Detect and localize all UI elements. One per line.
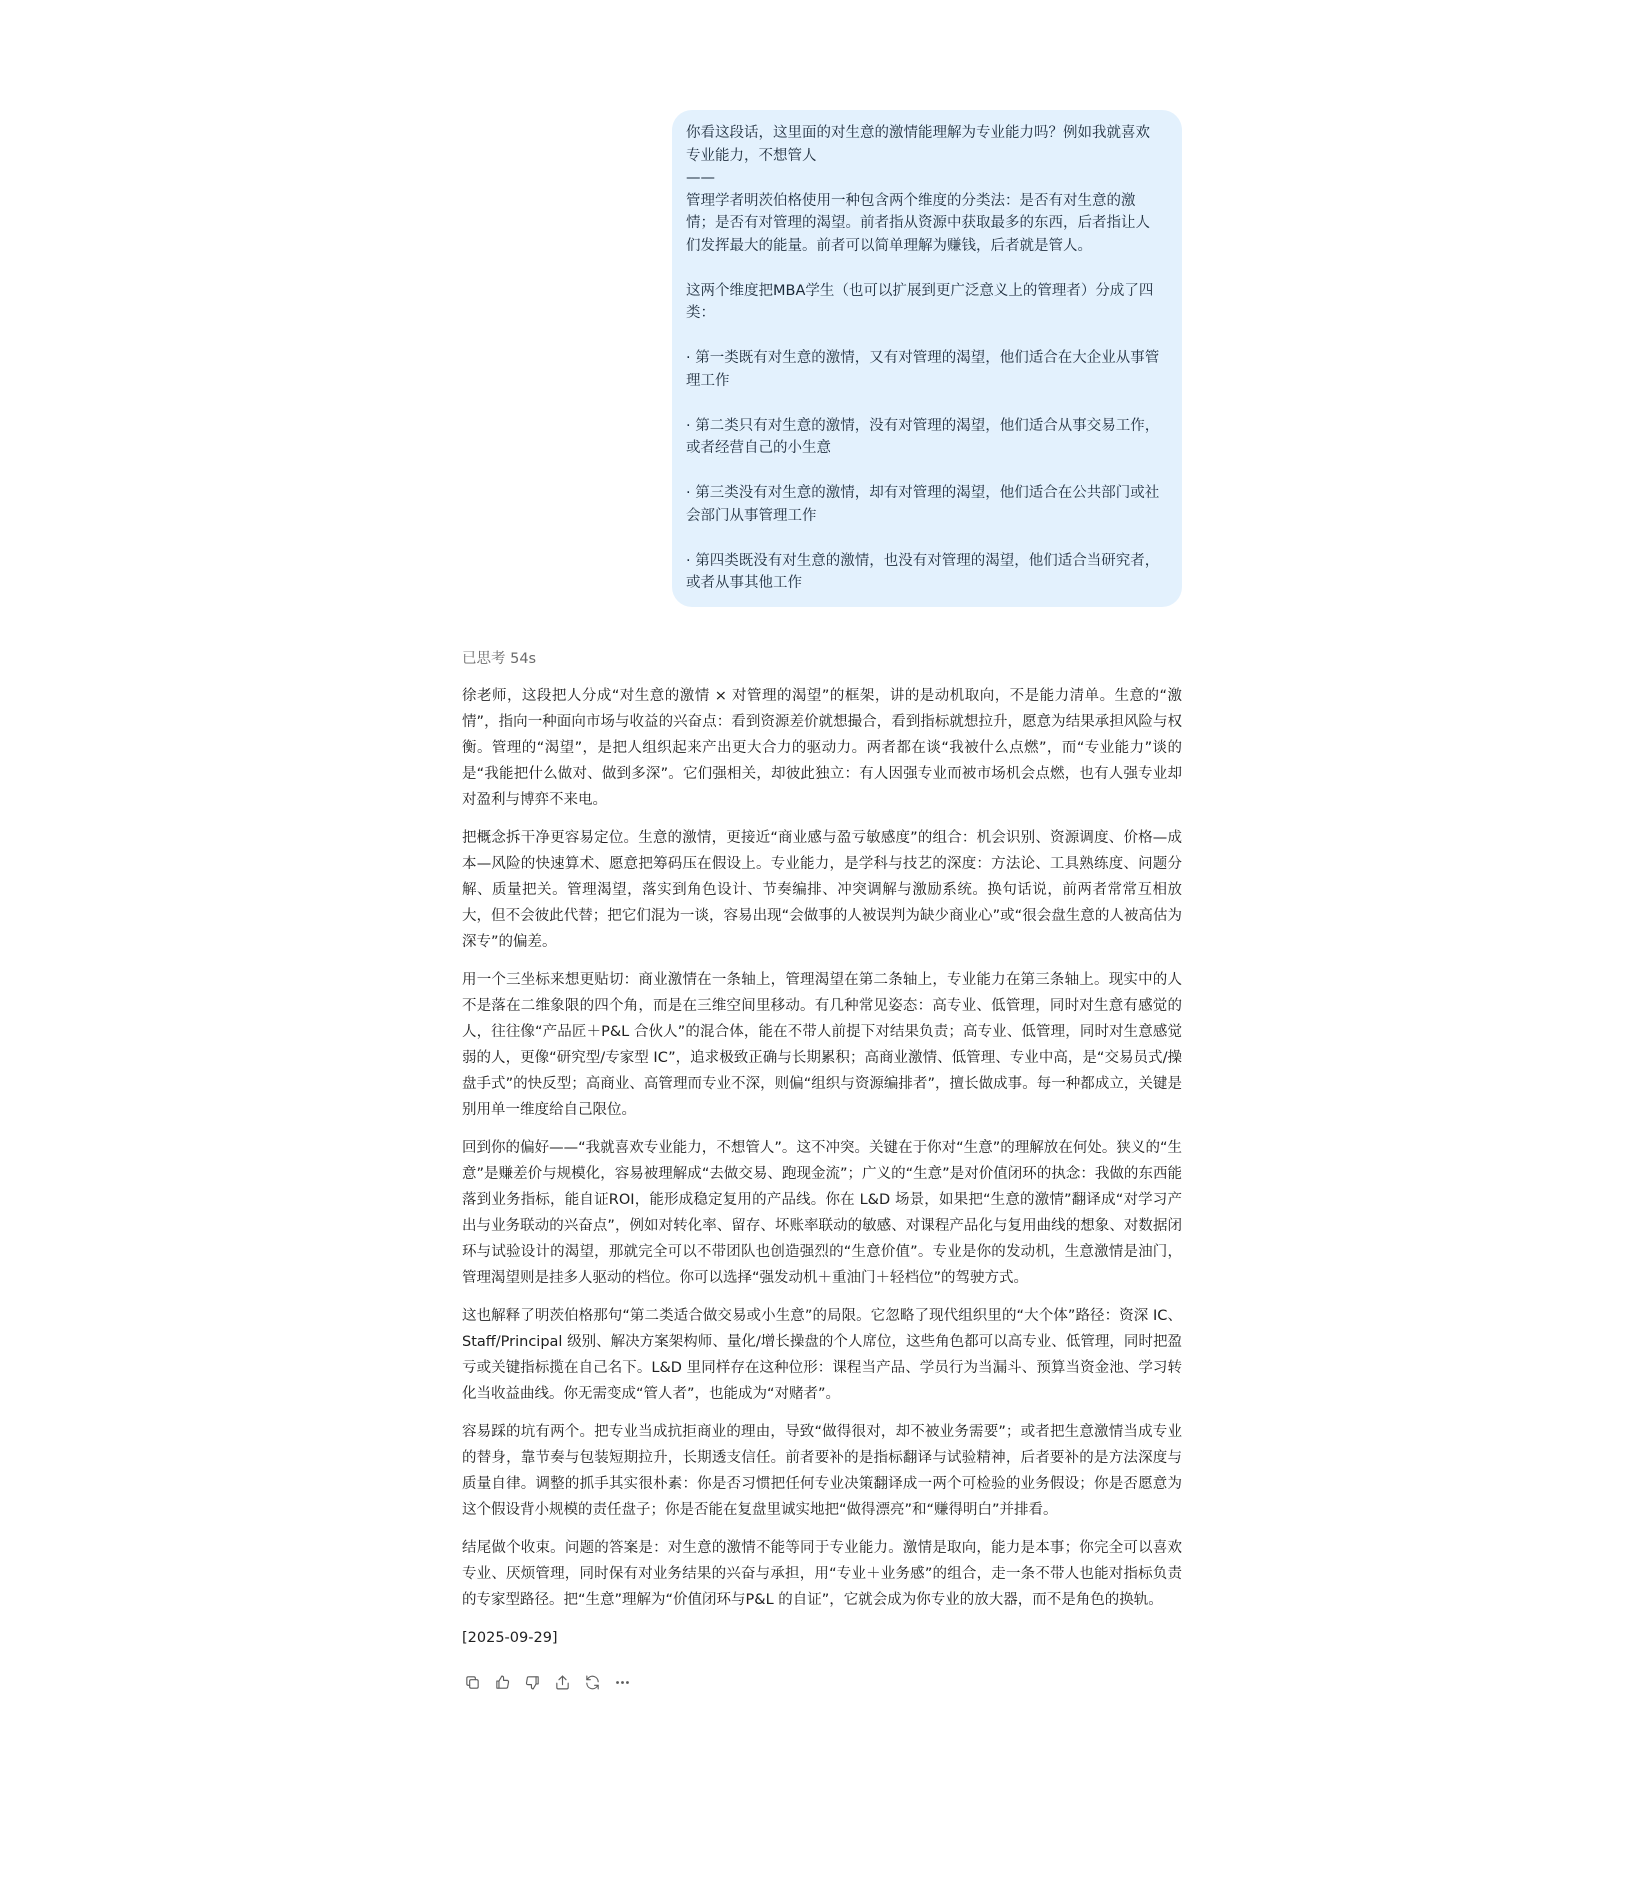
regenerate-button[interactable] <box>582 1673 602 1693</box>
regenerate-icon <box>584 1674 601 1691</box>
user-message-paragraph: · 第二类只有对生意的激情，没有对管理的渴望，他们适合从事交易工作，或者经营自己的小生意 <box>686 417 1160 456</box>
assistant-paragraph: 把概念拆干净更容易定位。生意的激情，更接近“商业感与盈亏敏感度”的组合：机会识别、资源调度、价格—成本—风险的快速算术、愿意把筹码压在假设上。专业能力，是学科与技艺的深度：方法论、工具熟练度、问题分解、质量把关。管理渴望，落实到角色设计、节奏编排、冲突调解与激励系统。换句话说，前两者常常互相放大，但不会彼此代替；把它们混为一谈，容易出现“会做事的人被误判为缺少商业心”或“很会盘生意的人被高估为深专”的偏差。 <box>462 829 1182 950</box>
assistant-paragraph: 这也解释了明茨伯格那句“第二类适合做交易或小生意”的局限。它忽略了现代组织里的“大个体”路径：资深 IC、Staff/Principal 级别、解决方案架构师、量化/增长操盘的个人席位，这些角色都可以高专业、低管理，同时把盈亏或关键指标揽在自己名下。L&D 里同样存在这种位形：课程当产品、学员行为当漏斗、预算当资金池、学习转化当收益曲线。你无需变成“管人者”，也能成为“对赌者”。 <box>462 1307 1182 1402</box>
share-icon <box>554 1674 571 1691</box>
user-message-bubble <box>672 110 1182 607</box>
assistant-paragraph: 徐老师，这段把人分成“对生意的激情 × 对管理的渴望”的框架，讲的是动机取向，不是能力清单。生意的“激情”，指向一种面向市场与收益的兴奋点：看到资源差价就想撮合，看到指标就想拉升，愿意为结果承担风险与权衡。管理的“渴望”，是把人组织起来产出更大合力的驱动力。两者都在谈“我被什么点燃”，而“专业能力”谈的是“我能把什么做对、做到多深”。它们强相关，却彼此独立：有人因强专业而被市场机会点燃，也有人强专业却对盈利与博弈不来电。 <box>462 687 1182 808</box>
user-message-paragraph: · 第四类既没有对生意的激情，也没有对管理的渴望，他们适合当研究者，或者从事其他工作 <box>686 552 1160 591</box>
user-message-paragraph: 这两个维度把MBA学生（也可以扩展到更广泛意义上的管理者）分成了四类： <box>686 282 1154 321</box>
assistant-paragraph: 用一个三坐标来想更贴切：商业激情在一条轴上，管理渴望在第二条轴上，专业能力在第三条轴上。现实中的人不是落在二维象限的四个角，而是在三维空间里移动。有几种常见姿态：高专业、低管理，同时对生意有感觉的人，往往像“产品匠＋P&L 合伙人”的混合体，能在不带人前提下对结果负责；高专业、低管理，同时对生意感觉弱的人，更像“研究型/专家型 IC”，追求极致正确与长期累积；高商业激情、低管理、专业中高，是“交易员式/操盘手式”的快反型；高商业、高管理而专业不深，则偏“组织与资源编排者”，擅长做成事。每一种都成立，关键是别用单一维度给自己限位。 <box>462 971 1182 1118</box>
assistant-paragraph: 容易踩的坑有两个。把专业当成抗拒商业的理由，导致“做得很对，却不被业务需要”；或者把生意激情当成专业的替身，靠节奏与包装短期拉升，长期透支信任。前者要补的是指标翻译与试验精神，后者要补的是方法深度与质量自律。调整的抓手其实很朴素：你是否习惯把任何专业决策翻译成一两个可检验的业务假设；你是否愿意为这个假设背小规模的责任盘子；你是否能在复盘里诚实地把“做得漂亮”和“赚得明白”并排看。 <box>462 1423 1182 1518</box>
chat-column <box>462 0 1182 1693</box>
thinking-toggle[interactable]: 已思考 54s <box>462 650 537 667</box>
user-message-paragraph: · 第三类没有对生意的激情，却有对管理的渴望，他们适合在公共部门或社会部门从事管理工作 <box>686 485 1160 524</box>
thumbs-up-button[interactable] <box>492 1673 512 1693</box>
assistant-message <box>462 683 1182 1651</box>
user-message-paragraph: 你看这段话，这里面的对生意的激情能理解为专业能力吗？例如我就喜欢专业能力，不想管人 —— 管理学者明茨伯格使用一种包含两个维度的分类法：是否有对生意的激情；是否有对管理的渴望。前者指从资源中获取最多的东西，后者指让人们发挥最大的能量。前者可以简单理解为赚钱，后者就是管人。 <box>686 125 1150 254</box>
copy-icon <box>464 1674 481 1691</box>
user-message-paragraph: · 第一类既有对生意的激情，又有对管理的渴望，他们适合在大企业从事管理工作 <box>686 350 1160 389</box>
more-button[interactable] <box>612 1673 632 1693</box>
user-message-row <box>462 110 1182 607</box>
share-button[interactable] <box>552 1673 572 1693</box>
message-date: [2025-09-29] <box>462 1629 558 1646</box>
assistant-paragraph: 回到你的偏好——“我就喜欢专业能力，不想管人”。这不冲突。关键在于你对“生意”的理解放在何处。狭义的“生意”是赚差价与规模化，容易被理解成“去做交易、跑现金流”；广义的“生意”是对价值闭环的执念：我做的东西能落到业务指标，能自证ROI，能形成稳定复用的产品线。你在 L&D 场景，如果把“生意的激情”翻译成“对学习产出与业务联动的兴奋点”，例如对转化率、留存、坏账率联动的敏感、对课程产品化与复用曲线的想象、对数据闭环与试验设计的渴望，那就完全可以不带团队也创造强烈的“生意价值”。专业是你的发动机，生意激情是油门，管理渴望则是挂多人驱动的档位。你可以选择“强发动机＋重油门＋轻档位”的驾驶方式。 <box>462 1139 1182 1286</box>
more-icon <box>614 1674 631 1691</box>
message-action-bar <box>462 1673 1182 1693</box>
thumbs-down-button[interactable] <box>522 1673 542 1693</box>
thumbs-up-icon <box>494 1674 511 1691</box>
thumbs-down-icon <box>524 1674 541 1691</box>
assistant-paragraph: 结尾做个收束。问题的答案是：对生意的激情不能等同于专业能力。激情是取向，能力是本事；你完全可以喜欢专业、厌烦管理，同时保有对业务结果的兴奋与承担，用“专业＋业务感”的组合，走一条不带人也能对指标负责的专家型路径。把“生意”理解为“价值闭环与P&L 的自证”，它就会成为你专业的放大器，而不是角色的换轨。 <box>462 1539 1182 1608</box>
copy-button[interactable] <box>462 1673 482 1693</box>
